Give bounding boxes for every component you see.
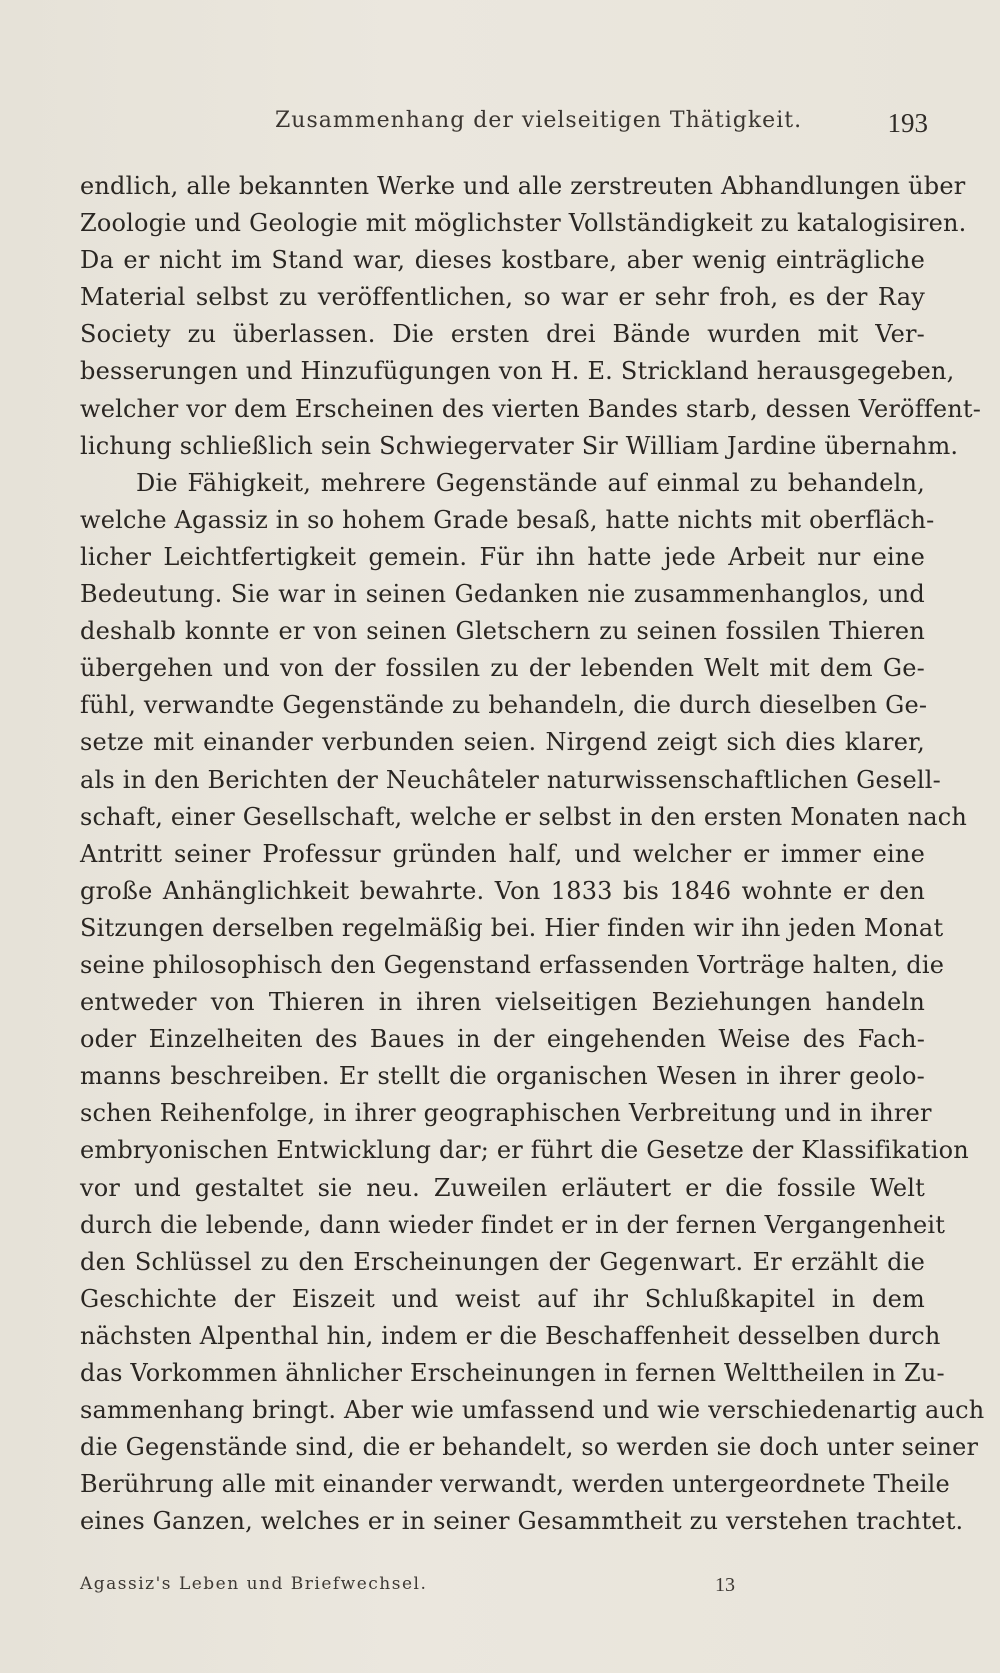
page-footer	[80, 1574, 928, 1604]
text-line: Society zu überlassen. Die ersten drei Bände wurden mit Ver-	[80, 320, 925, 349]
text-line: große Anhänglichkeit bewahrte. Von 1833 bis 1846 wohnte er den	[80, 876, 925, 905]
text-line: Zoologie und Geologie mit möglichster Vollständigkeit zu katalogisiren.	[80, 209, 967, 238]
running-title: Zusammenhang der vielseitigen Thätigkeit.	[275, 108, 803, 133]
text-line: Antritt seiner Professur gründen half, und welcher er immer eine	[80, 839, 925, 868]
page-number: 193	[887, 108, 928, 138]
text-line: eines Ganzen, welches er in seiner Gesammtheit zu verstehen trachtet.	[80, 1507, 964, 1536]
text-line: schaft, einer Gesellschaft, welche er selbst in den ersten Monaten nach	[80, 802, 968, 831]
text-line: schen Reihenfolge, in ihrer geographischen Verbreitung und in ihrer	[80, 1099, 932, 1128]
text-line: Geschichte der Eiszeit und weist auf ihr Schlußkapitel in dem	[80, 1284, 925, 1313]
text-line: Sitzungen derselben regelmäßig bei. Hier finden wir ihn jeden Monat	[80, 913, 944, 942]
text-line: durch die lebende, dann wieder findet er in der fernen Vergangenheit	[80, 1210, 946, 1239]
running-head	[80, 108, 928, 148]
text-line: das Vorkommen ähnlicher Erscheinungen in fernen Welttheilen in Zu-	[80, 1359, 945, 1387]
text-line: welcher vor dem Erscheinen des vierten Bandes starb, dessen Veröffent-	[80, 394, 982, 423]
text-line: die Gegenstände sind, die er behandelt, so werden sie doch unter seiner	[80, 1433, 979, 1462]
text-line: deshalb konnte er von seinen Gletschern zu seinen fossilen Thieren	[80, 617, 925, 646]
paragraph-start-line: Die Fähigkeit, mehrere Gegenstände auf einmal zu behandeln,	[136, 468, 925, 497]
text-line: besserungen und Hinzufügungen von H. E. Strickland herausgegeben,	[80, 357, 955, 386]
text-line: setze mit einander verbunden seien. Nirgend zeigt sich dies klarer,	[80, 728, 925, 757]
text-line: embryonischen Entwicklung dar; er führt die Gesetze der Klassifikation	[80, 1136, 969, 1165]
text-line: vor und gestaltet sie neu. Zuweilen erläutert er die fossile Welt	[80, 1173, 925, 1202]
text-line: Berührung alle mit einander verwandt, werden untergeordnete Theile	[80, 1470, 950, 1499]
text-line: den Schlüssel zu den Erscheinungen der Gegenwart. Er erzählt die	[80, 1247, 925, 1276]
text-line: licher Leichtfertigkeit gemein. Für ihn hatte jede Arbeit nur eine	[80, 542, 925, 571]
sheet-number: 13	[715, 1574, 735, 1596]
text-line: fühl, verwandte Gegenstände zu behandeln, die durch dieselben Ge-	[80, 691, 928, 720]
text-line: als in den Berichten der Neuchâteler naturwissenschaftlichen Gesell-	[80, 765, 941, 794]
text-line: endlich, alle bekannten Werke und alle zerstreuten Abhandlungen über	[80, 172, 966, 200]
signature-mark: Agassiz's Leben und Briefwechsel.	[80, 1574, 428, 1594]
text-line: lichung schließlich sein Schwiegervater Sir William Jardine übernahm.	[80, 431, 959, 460]
text-line: sammenhang bringt. Aber wie umfassend und wie verschiedenartig auch	[80, 1396, 985, 1425]
text-line: entweder von Thieren in ihren vielseitigen Beziehungen handeln	[80, 988, 925, 1017]
text-line: seine philosophisch den Gegenstand erfassenden Vorträge halten, die	[80, 950, 945, 979]
text-line: Bedeutung. Sie war in seinen Gedanken nie zusammenhanglos, und	[80, 580, 925, 609]
text-line: oder Einzelheiten des Baues in der eingehenden Weise des Fach-	[80, 1025, 925, 1054]
text-line: Da er nicht im Stand war, dieses kostbare, aber wenig einträgliche	[80, 246, 925, 275]
text-line: welche Agassiz in so hohem Grade besaß, hatte nichts mit oberfläch-	[80, 505, 935, 534]
text-line: manns beschreiben. Er stellt die organischen Wesen in ihrer geolo-	[80, 1062, 925, 1091]
body-text	[80, 168, 985, 1540]
text-line: Material selbst zu veröffentlichen, so war er sehr froh, es der Ray	[80, 283, 925, 312]
text-line: nächsten Alpenthal hin, indem er die Beschaffenheit desselben durch	[80, 1321, 941, 1350]
text-line: übergehen und von der fossilen zu der lebenden Welt mit dem Ge-	[80, 654, 925, 683]
